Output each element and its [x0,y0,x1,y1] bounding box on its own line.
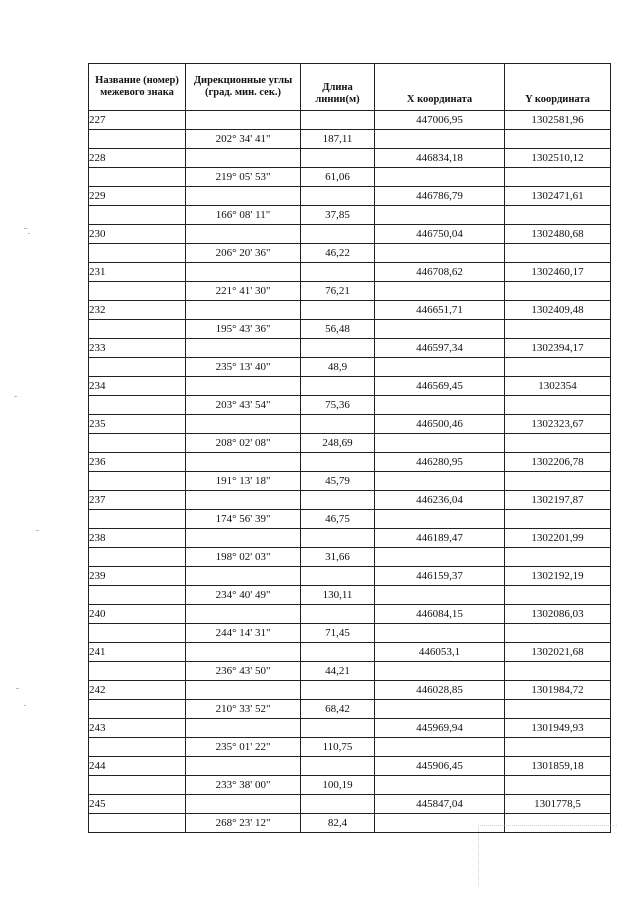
stamp-remnant [478,825,617,886]
table-row [89,472,611,491]
y-coordinate: 1302409,48 [505,301,611,320]
point-name: 239 [89,567,186,586]
table-row [89,339,611,358]
direction-angle: 221° 41' 30" [186,282,301,301]
line-length: 44,21 [301,662,375,681]
empty-cell [301,795,375,814]
x-coordinate: 446500,46 [375,415,505,434]
table-row [89,586,611,605]
direction-angle: 174° 56' 39" [186,510,301,529]
empty-cell [505,168,611,187]
header-x: X координата [375,64,505,111]
empty-cell [89,282,186,301]
y-coordinate: 1302394,17 [505,339,611,358]
scan-speck [14,396,17,397]
table-row [89,377,611,396]
empty-cell [375,472,505,491]
empty-cell [505,510,611,529]
table-row [89,624,611,643]
direction-angle: 202° 34' 41" [186,130,301,149]
y-coordinate: 1302460,17 [505,263,611,282]
empty-cell [301,453,375,472]
table-row [89,567,611,586]
line-length: 187,11 [301,130,375,149]
direction-angle: 219° 05' 53" [186,168,301,187]
empty-cell [89,510,186,529]
y-coordinate: 1302206,78 [505,453,611,472]
point-name: 232 [89,301,186,320]
empty-cell [375,624,505,643]
empty-cell [186,339,301,358]
line-length: 68,42 [301,700,375,719]
scan-speck [16,688,19,689]
empty-cell [301,415,375,434]
x-coordinate: 446053,1 [375,643,505,662]
empty-cell [301,377,375,396]
empty-cell [375,244,505,263]
empty-cell [186,795,301,814]
line-length: 110,75 [301,738,375,757]
empty-cell [186,301,301,320]
point-name: 231 [89,263,186,282]
header-y: Y координата [505,64,611,111]
empty-cell [375,130,505,149]
direction-angle: 236° 43' 50" [186,662,301,681]
table-row [89,510,611,529]
direction-angle: 198° 02' 03" [186,548,301,567]
point-name: 227 [89,111,186,130]
x-coordinate: 445969,94 [375,719,505,738]
direction-angle: 244° 14' 31" [186,624,301,643]
table-row [89,187,611,206]
empty-cell [301,225,375,244]
header-angle: Дирекционные углы (град. мин. сек.) [186,64,301,111]
table-row [89,225,611,244]
table-row [89,149,611,168]
empty-cell [505,700,611,719]
empty-cell [186,263,301,282]
empty-cell [89,396,186,415]
empty-cell [375,396,505,415]
empty-cell [301,605,375,624]
table-row [89,434,611,453]
table-row [89,738,611,757]
empty-cell [186,453,301,472]
point-name: 245 [89,795,186,814]
table-row [89,206,611,225]
empty-cell [89,320,186,339]
table-row [89,396,611,415]
direction-angle: 206° 20' 36" [186,244,301,263]
table-row [89,757,611,776]
point-name: 237 [89,491,186,510]
line-length: 46,75 [301,510,375,529]
empty-cell [186,567,301,586]
table-row [89,795,611,814]
empty-cell [186,149,301,168]
empty-cell [89,700,186,719]
empty-cell [505,130,611,149]
empty-cell [186,605,301,624]
empty-cell [89,548,186,567]
x-coordinate: 446159,37 [375,567,505,586]
empty-cell [505,282,611,301]
point-name: 235 [89,415,186,434]
line-length: 37,85 [301,206,375,225]
y-coordinate: 1302480,68 [505,225,611,244]
empty-cell [89,624,186,643]
y-coordinate: 1302086,03 [505,605,611,624]
point-name: 236 [89,453,186,472]
direction-angle: 235° 01' 22" [186,738,301,757]
table-row [89,282,611,301]
line-length: 46,22 [301,244,375,263]
empty-cell [505,776,611,795]
line-length: 31,66 [301,548,375,567]
x-coordinate: 446084,15 [375,605,505,624]
empty-cell [505,396,611,415]
line-length: 75,36 [301,396,375,415]
empty-cell [505,624,611,643]
header-length: Длина линии(м) [301,64,375,111]
empty-cell [375,206,505,225]
y-coordinate: 1302201,99 [505,529,611,548]
empty-cell [375,358,505,377]
empty-cell [375,510,505,529]
y-coordinate: 1302192,19 [505,567,611,586]
empty-cell [186,225,301,244]
empty-cell [301,111,375,130]
empty-cell [505,358,611,377]
line-length: 48,9 [301,358,375,377]
line-length: 82,4 [301,814,375,833]
empty-cell [186,529,301,548]
table-row [89,453,611,472]
point-name: 243 [89,719,186,738]
empty-cell [375,662,505,681]
direction-angle: 235° 13' 40" [186,358,301,377]
boundary-points-table [88,63,611,833]
scan-speck [36,530,39,531]
y-coordinate: 1301778,5 [505,795,611,814]
x-coordinate: 446569,45 [375,377,505,396]
direction-angle: 268° 23' 12" [186,814,301,833]
direction-angle: 203° 43' 54" [186,396,301,415]
line-length: 45,79 [301,472,375,491]
empty-cell [505,434,611,453]
empty-cell [505,206,611,225]
table-row [89,681,611,700]
point-name: 241 [89,643,186,662]
table-row [89,111,611,130]
empty-cell [301,643,375,662]
empty-cell [186,719,301,738]
scan-speck [24,228,27,229]
table-row [89,130,611,149]
x-coordinate: 446597,34 [375,339,505,358]
x-coordinate: 445847,04 [375,795,505,814]
empty-cell [186,757,301,776]
empty-cell [375,586,505,605]
empty-cell [89,776,186,795]
x-coordinate: 446236,04 [375,491,505,510]
empty-cell [89,738,186,757]
empty-cell [505,548,611,567]
empty-cell [89,358,186,377]
table-row [89,415,611,434]
table-row [89,358,611,377]
point-name: 230 [89,225,186,244]
point-name: 238 [89,529,186,548]
direction-angle: 233° 38' 00" [186,776,301,795]
x-coordinate: 446708,62 [375,263,505,282]
empty-cell [89,814,186,833]
y-coordinate: 1301984,72 [505,681,611,700]
line-length: 56,48 [301,320,375,339]
empty-cell [89,472,186,491]
x-coordinate: 446189,47 [375,529,505,548]
empty-cell [89,434,186,453]
empty-cell [375,320,505,339]
x-coordinate: 446786,79 [375,187,505,206]
empty-cell [89,168,186,187]
empty-cell [505,320,611,339]
empty-cell [375,282,505,301]
empty-cell [89,244,186,263]
y-coordinate: 1302197,87 [505,491,611,510]
line-length: 100,19 [301,776,375,795]
empty-cell [505,662,611,681]
point-name: 234 [89,377,186,396]
empty-cell [301,681,375,700]
direction-angle: 208° 02' 08" [186,434,301,453]
x-coordinate: 445906,45 [375,757,505,776]
point-name: 244 [89,757,186,776]
scan-speck [24,705,26,706]
empty-cell [505,586,611,605]
empty-cell [89,206,186,225]
y-coordinate: 1302323,67 [505,415,611,434]
table-row [89,244,611,263]
empty-cell [186,377,301,396]
line-length: 248,69 [301,434,375,453]
y-coordinate: 1302471,61 [505,187,611,206]
x-coordinate: 446750,04 [375,225,505,244]
empty-cell [89,130,186,149]
direction-angle: 234° 40' 49" [186,586,301,605]
table-row [89,301,611,320]
direction-angle: 166° 08' 11" [186,206,301,225]
empty-cell [301,567,375,586]
point-name: 228 [89,149,186,168]
empty-cell [301,529,375,548]
x-coordinate: 447006,95 [375,111,505,130]
table-row [89,491,611,510]
empty-cell [301,491,375,510]
empty-cell [186,681,301,700]
empty-cell [301,187,375,206]
direction-angle: 195° 43' 36" [186,320,301,339]
empty-cell [375,434,505,453]
table-row [89,662,611,681]
y-coordinate: 1302581,96 [505,111,611,130]
direction-angle: 191° 13' 18" [186,472,301,491]
y-coordinate: 1302510,12 [505,149,611,168]
table-row [89,776,611,795]
point-name: 242 [89,681,186,700]
point-name: 233 [89,339,186,358]
empty-cell [375,548,505,567]
empty-cell [186,643,301,662]
empty-cell [89,662,186,681]
point-name: 240 [89,605,186,624]
empty-cell [505,738,611,757]
empty-cell [375,700,505,719]
table-row [89,263,611,282]
table-row [89,548,611,567]
line-length: 76,21 [301,282,375,301]
line-length: 130,11 [301,586,375,605]
table-row [89,700,611,719]
empty-cell [301,757,375,776]
empty-cell [301,719,375,738]
empty-cell [186,491,301,510]
empty-cell [89,586,186,605]
empty-cell [186,111,301,130]
x-coordinate: 446280,95 [375,453,505,472]
empty-cell [301,301,375,320]
empty-cell [505,472,611,491]
table-row [89,168,611,187]
line-length: 61,06 [301,168,375,187]
table-row [89,643,611,662]
y-coordinate: 1301949,93 [505,719,611,738]
empty-cell [301,149,375,168]
empty-cell [186,415,301,434]
table-row [89,605,611,624]
line-length: 71,45 [301,624,375,643]
x-coordinate: 446028,85 [375,681,505,700]
x-coordinate: 446651,71 [375,301,505,320]
y-coordinate: 1301859,18 [505,757,611,776]
header-name: Название (номер) межевого знака [89,64,186,111]
empty-cell [375,168,505,187]
empty-cell [301,339,375,358]
scan-speck [28,233,30,234]
y-coordinate: 1302021,68 [505,643,611,662]
y-coordinate: 1302354 [505,377,611,396]
point-name: 229 [89,187,186,206]
direction-angle: 210° 33' 52" [186,700,301,719]
empty-cell [505,244,611,263]
table-row [89,719,611,738]
x-coordinate: 446834,18 [375,149,505,168]
table-body [89,111,611,833]
empty-cell [375,776,505,795]
empty-cell [375,738,505,757]
empty-cell [186,187,301,206]
empty-cell [301,263,375,282]
table-row [89,529,611,548]
table-row [89,320,611,339]
